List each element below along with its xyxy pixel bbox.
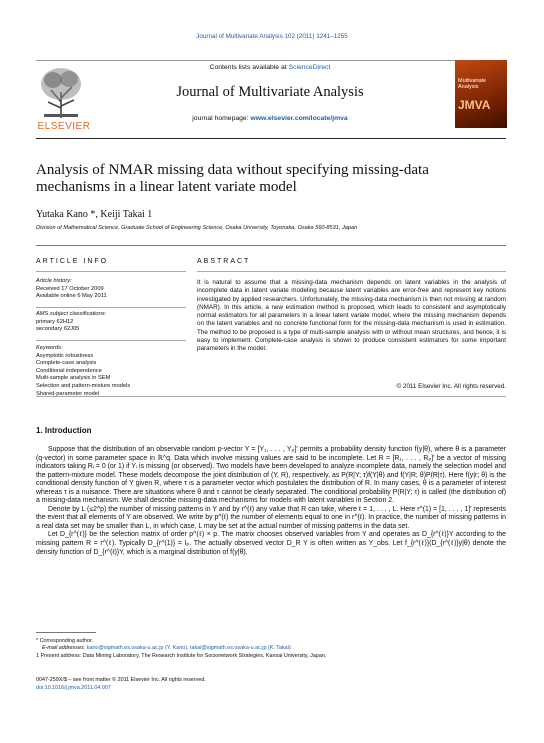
header-divider (36, 138, 506, 139)
sciencedirect-link[interactable]: ScienceDirect (288, 64, 331, 71)
article-info-heading: ARTICLE INFO (36, 258, 109, 265)
abstract-text: It is natural to assume that a missing-data mechanism depends on latent variables in the analysis of incomplete data in latent variate modeling because latent variables are error-free and represent key notions investigated by applied researchers. Unfortunately, the missing-data mechanism is then not missing at random (NMAR). In this article, a new estimation method is proposed, which leads to consistent and asymptotically normal estimators for all parameters in a linear latent variate model, where the missing mechanism depends on the latent variables and no concrete functional form for the missing-data mechanism is used in estimation. The method to be proposed is a type of multi-sample analysis with or without mean structures, and hence, it is easy to implement. Complete-case analysis is shown to produce consistent estimators for some important parameters in the model. (197, 279, 506, 353)
elsevier-tree-logo (36, 62, 86, 124)
article-info-rule (36, 307, 186, 308)
contents-line (100, 64, 440, 71)
journal-title: Journal of Multivariate Analysis (176, 84, 364, 100)
keywords-block (36, 345, 186, 398)
keyword: Shared-parameter model (36, 390, 100, 397)
publication-info (36, 676, 206, 692)
ams-label: AMS subject classifications: (36, 311, 107, 317)
present-address-note: 1 Present address: Data Mining Laboratory, The Research Institute for Socionetwork Strategies, Kansai University, Japan. (36, 652, 327, 659)
available-date: Available online 6 May 2011 (36, 293, 107, 300)
introduction-body (36, 446, 506, 557)
footnote-rule (36, 632, 96, 633)
journal-reference[interactable]: Journal of Multivariate Analysis 102 (2011) 1241–1255 (196, 33, 348, 40)
abstract-bottom-rule (36, 396, 506, 397)
article-title: Analysis of NMAR missing data without specifying missing-data mechanisms in a linear latent variate model (36, 162, 429, 195)
email-label: E-mail addresses: (42, 645, 86, 652)
email-line (36, 645, 506, 652)
homepage-prefix: journal homepage: (192, 115, 249, 122)
article-info-rule (36, 340, 186, 341)
cover-title: Multivariate Analysis (458, 78, 487, 90)
ams-classifications (36, 311, 186, 334)
contents-prefix: Contents lists available at (209, 64, 287, 71)
keyword: Complete-case analysis (36, 360, 97, 367)
ams-primary: primary 62H12 (36, 318, 74, 325)
doi-link[interactable]: doi:10.1016/j.jmva.2011.04.007 (36, 685, 111, 691)
corresponding-author-note: * Corresponding author. (36, 638, 93, 644)
keyword: Asymptotic robustness (36, 352, 94, 359)
keyword: Multi-sample analysis in SEM (36, 375, 111, 382)
paragraph: Let D_{r^(ℓ)} be the selection matrix of order p^(ℓ) × p. The matrix chooses observed variables from Y and operates as D_{r^(ℓ)}Y according to the missing pattern R = r^(ℓ). Typically D_{r^(1)} = Iₚ. The actually observed vector D_R Y is often written as Y_obs. Let f_{r^(ℓ)}(D_{r^(ℓ)}y|θ) denote the density function of D_{r^(ℓ)}Y, which is a marginal distribution of f(y|θ). (36, 531, 506, 556)
abstract-heading: ABSTRACT (197, 258, 251, 265)
paragraph: Suppose that the distribution of an observable random p-vector Y = [Y₁, . . . , Yₚ]′ permits a probability density function f(y|θ), where θ is a parameter (q-vector) in some parameter space in ℝ^q. Data which involve missing values are said to be incomplete. Let R = [R₁, . . . , Rₚ]′ be a vector of missing indicators taking Rᵢ = 0 (or 1) if Yᵢ is missing (or observed). Two models have been developed to analyze incomplete data, namely the selection model and the pattern-mixture model. These models decompose the joint distribution of (Y, R), respectively, as P(R|Y; τ)f(Y|θ) and f(Y|R; θ)P(R|τ). Here f(y|r; θ) is the conditional density function of Y given R, where τ is a parameter vector which postulates the distribution of R. In many cases, θ is a parameter of interest whereas τ is a nuisance. There are situations where θ and τ cannot be clearly separated. The conditional probability P(R|Y; τ) is called (the distribution of) a missing-data mechanism. We shall describe missing-data mechanisms for models with latent variables in Section 2. (36, 446, 506, 505)
email-addresses[interactable]: kano@sigmath.es.osaka-u.ac.jp (Y. Kano), takai@sigmath.es.osaka-u.ac.jp (K. Takai). (86, 645, 293, 652)
ams-secondary: secondary 62J05 (36, 326, 80, 333)
journal-cover-image (455, 60, 507, 128)
homepage-line (100, 115, 440, 122)
introduction-heading: 1. Introduction (36, 426, 92, 435)
keywords-label: Keywords: (36, 345, 63, 351)
history-label: Article history: (36, 278, 72, 284)
elsevier-wordmark: ELSEVIER (37, 121, 91, 132)
issn-line: 0047-259X/$ – see front matter © 2011 Elsevier Inc. All rights reserved. (36, 677, 206, 683)
affiliation: Division of Mathematical Science, Graduate School of Engineering Science, Osaka University, Toyonaka, Osaka 560-8531, Japan (36, 225, 358, 231)
keyword: Conditional independence (36, 367, 102, 374)
section-divider (36, 245, 506, 246)
paragraph: Denote by L (≤2^p) the number of missing patterns in Y and by r^(ℓ) any value that R can take, where ℓ = 1, . . . , L. Here r^(1) = [1, . . . , 1]′ represents the event that all elements of Y are observed. We write by p^(ℓ) the number of elements equal to one in r^(ℓ). In practice, the number of missing patterns in a real data set may be smaller than L, in which case, L may be set at the actual number of missing patterns in the data set. (36, 505, 506, 530)
cover-abbrev: JMVA (458, 98, 491, 112)
keyword: Selection and pattern-mixture models (36, 382, 131, 389)
abstract-rule (197, 271, 506, 272)
article-info-rule (36, 271, 186, 272)
article-history (36, 278, 186, 301)
author-list: Yutaka Kano *, Keiji Takai 1 (36, 209, 153, 220)
received-date: Received 17 October 2009 (36, 285, 104, 292)
homepage-link[interactable]: www.elsevier.com/locate/jmva (250, 115, 348, 122)
footnotes (36, 638, 506, 660)
copyright-notice: © 2011 Elsevier Inc. All rights reserved. (396, 383, 506, 390)
